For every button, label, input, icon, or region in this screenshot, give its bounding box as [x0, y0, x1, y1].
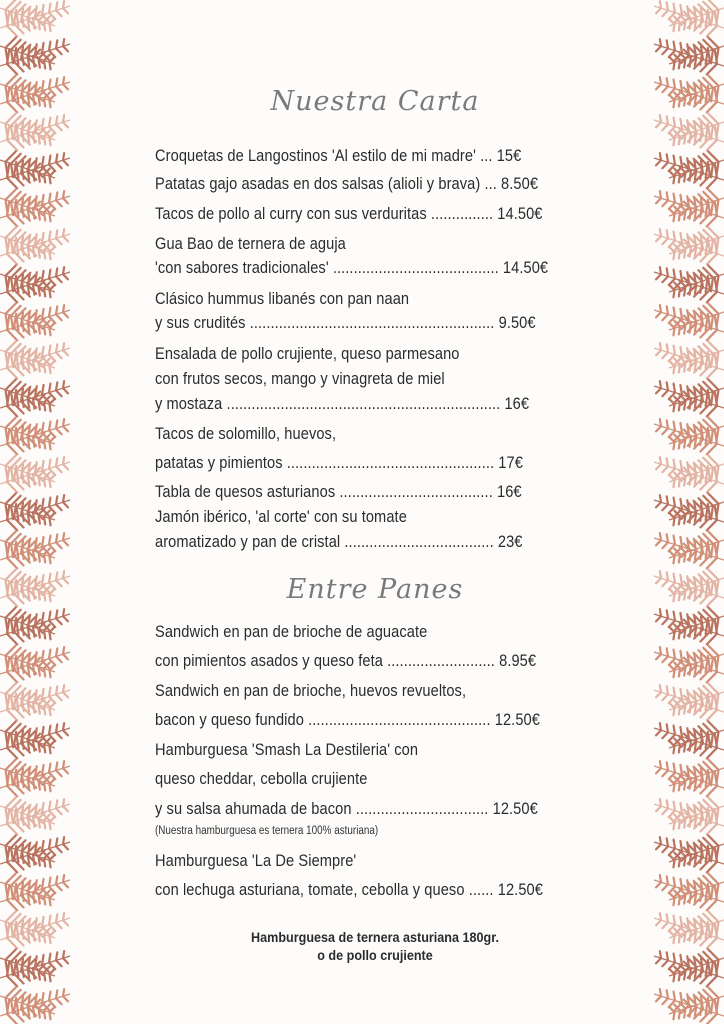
palm-leaf-icon	[0, 457, 70, 492]
palm-leaf-icon	[0, 913, 70, 948]
palm-leaf-icon	[654, 305, 724, 340]
palm-leaf-icon	[0, 799, 70, 834]
menu-line: Sandwich en pan de brioche, huevos revueltos,	[155, 681, 467, 700]
palm-leaf-icon	[0, 381, 70, 416]
palm-leaf-icon	[0, 191, 70, 226]
palm-leaf-icon	[0, 77, 70, 112]
palm-leaf-icon	[654, 267, 724, 302]
palm-leaf-icon	[654, 799, 724, 834]
menu-line: Croquetas de Langostinos 'Al estilo de mi madre' ... 15€	[155, 146, 522, 165]
menu-note: (Nuestra hamburguesa es ternera 100% asturiana)	[155, 825, 379, 837]
palm-leaf-icon	[654, 647, 724, 682]
palm-leaf-border-right	[634, 0, 724, 1024]
menu-line: Sandwich en pan de brioche de aguacate	[155, 622, 428, 641]
palm-leaf-icon	[654, 685, 724, 720]
menu-line: Tabla de quesos asturianos ..................................... 16€	[155, 482, 522, 501]
palm-leaf-icon	[0, 723, 70, 758]
palm-leaf-icon	[654, 837, 724, 872]
palm-leaf-icon	[0, 153, 70, 188]
palm-leaf-icon	[0, 305, 70, 340]
palm-leaf-icon	[654, 723, 724, 758]
palm-leaf-icon	[0, 39, 70, 74]
palm-leaf-icon	[0, 533, 70, 568]
menu-line: Tacos de pollo al curry con sus verduritas ............... 14.50€	[155, 204, 543, 223]
palm-leaf-icon	[654, 229, 724, 264]
menu-line: Patatas gajo asadas en dos salsas (alioli y brava) ... 8.50€	[155, 174, 539, 193]
menu-line: bacon y queso fundido ............................................ 12.50€	[155, 710, 540, 729]
section-title-entre-panes: Entre Panes	[286, 574, 464, 605]
palm-leaf-icon	[654, 761, 724, 796]
menu-line: aromatizado y pan de cristal .................................... 23€	[155, 532, 523, 551]
palm-leaf-icon	[0, 685, 70, 720]
menu-line: Hamburguesa 'La De Siempre'	[155, 851, 357, 870]
menu-line: 'con sabores tradicionales' ........................................ 14.50€	[155, 258, 549, 277]
palm-leaf-icon	[654, 39, 724, 74]
menu-line: y su salsa ahumada de bacon ................................ 12.50€	[155, 799, 538, 818]
palm-leaf-icon	[0, 951, 70, 986]
palm-leaf-icon	[0, 115, 70, 150]
menu-line: Gua Bao de ternera de aguja	[155, 234, 346, 253]
palm-leaf-icon	[654, 609, 724, 644]
palm-leaf-icon	[654, 115, 724, 150]
menu-line: Clásico hummus libanés con pan naan	[155, 289, 410, 308]
menu-line: con frutos secos, mango y vinagreta de miel	[155, 369, 445, 388]
menu-line: Tacos de solomillo, huevos,	[155, 424, 337, 443]
palm-leaf-icon	[0, 761, 70, 796]
palm-leaf-icon	[0, 495, 70, 530]
menu-line: y sus crudités ........................................................... 9.50€	[155, 313, 536, 332]
palm-leaf-icon	[654, 989, 724, 1024]
menu-line: Ensalada de pollo crujiente, queso parmesano	[155, 344, 460, 363]
palm-leaf-icon	[654, 951, 724, 986]
footer-line-1: Hamburguesa de ternera asturiana 180gr.	[251, 929, 499, 945]
palm-leaf-icon	[0, 875, 70, 910]
section-title-nuestra-carta: Nuestra Carta	[270, 86, 480, 117]
menu-line: Jamón ibérico, 'al corte' con su tomate	[155, 507, 407, 526]
menu-line: y mostaza .................................................................. 16€	[155, 394, 530, 413]
palm-leaf-icon	[654, 571, 724, 606]
palm-leaf-icon	[0, 1, 70, 36]
menu-line: con lechuga asturiana, tomate, cebolla y queso ...... 12.50€	[155, 880, 543, 899]
palm-leaf-icon	[0, 229, 70, 264]
menu-line: Hamburguesa 'Smash La Destileria' con	[155, 740, 419, 759]
palm-leaf-icon	[0, 989, 70, 1024]
palm-leaf-icon	[0, 267, 70, 302]
palm-leaf-icon	[654, 419, 724, 454]
palm-leaf-icon	[0, 343, 70, 378]
palm-leaf-icon	[654, 381, 724, 416]
footer-note	[177, 928, 573, 964]
palm-leaf-icon	[654, 77, 724, 112]
palm-leaf-icon	[654, 457, 724, 492]
palm-leaf-icon	[0, 647, 70, 682]
menu-line: queso cheddar, cebolla crujiente	[155, 769, 368, 788]
palm-leaf-icon	[654, 1, 724, 36]
menu-line: patatas y pimientos .................................................. 17€	[155, 453, 523, 472]
palm-leaf-icon	[654, 495, 724, 530]
menu-content	[155, 0, 595, 1024]
palm-leaf-icon	[654, 913, 724, 948]
palm-leaf-icon	[0, 571, 70, 606]
menu-line: con pimientos asados y queso feta .......................... 8.95€	[155, 651, 537, 670]
palm-leaf-icon	[0, 609, 70, 644]
footer-line-2: o de pollo crujiente	[317, 947, 433, 963]
palm-leaf-icon	[654, 343, 724, 378]
palm-leaf-icon	[654, 875, 724, 910]
palm-leaf-icon	[654, 153, 724, 188]
palm-leaf-icon	[654, 191, 724, 226]
palm-leaf-icon	[0, 419, 70, 454]
palm-leaf-icon	[654, 533, 724, 568]
palm-leaf-icon	[0, 837, 70, 872]
palm-leaf-border-left	[0, 0, 90, 1024]
